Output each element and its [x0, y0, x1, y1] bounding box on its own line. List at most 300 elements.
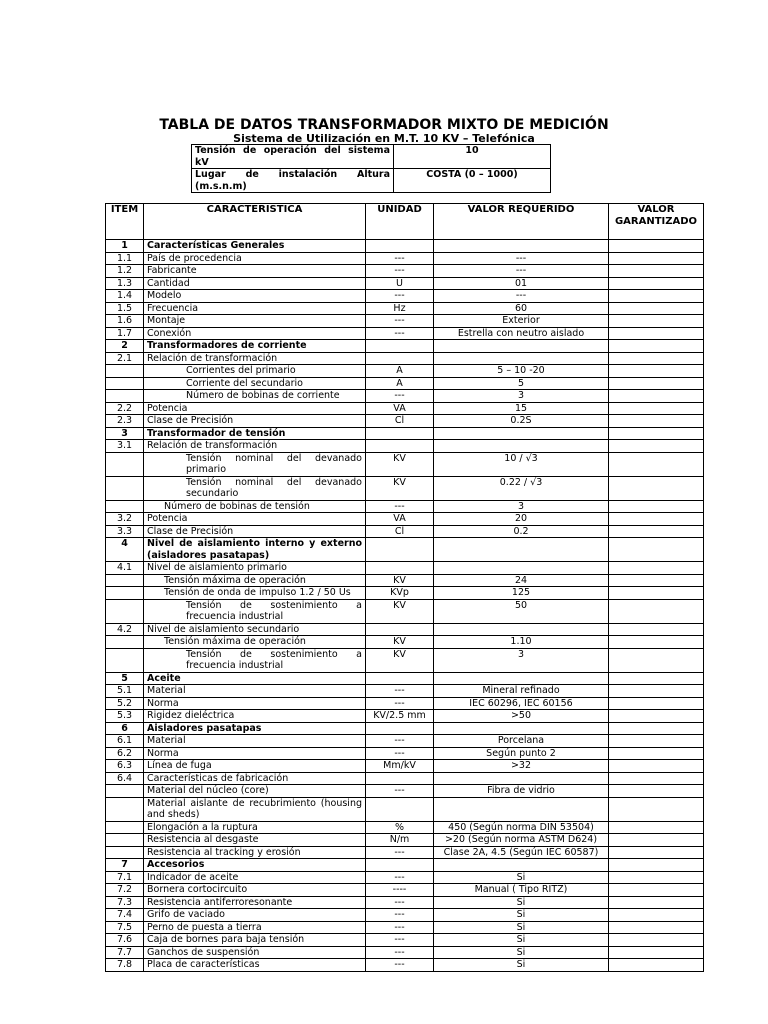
unidad-cell: --- — [366, 685, 434, 698]
page-title: TABLA DE DATOS TRANSFORMADOR MIXTO DE MEDICIÓN — [159, 117, 609, 133]
valor-garantizado-cell — [609, 427, 704, 440]
item-cell: 1.3 — [106, 277, 144, 290]
caracteristica-cell: Resistencia al desgaste — [144, 834, 366, 847]
caracteristica-cell: Relación de transformación — [144, 352, 366, 365]
unidad-cell: --- — [366, 934, 434, 947]
caracteristica-cell: Cantidad — [144, 277, 366, 290]
column-header-item: ITEM — [106, 204, 144, 240]
valor-garantizado-cell — [609, 946, 704, 959]
item-cell — [106, 500, 144, 513]
unidad-cell: ---- — [366, 884, 434, 897]
unidad-cell: Cl — [366, 415, 434, 428]
item-cell — [106, 587, 144, 600]
item-cell: 4.1 — [106, 562, 144, 575]
item-cell: 7.3 — [106, 896, 144, 909]
unidad-cell: --- — [366, 315, 434, 328]
valor-garantizado-cell — [609, 452, 704, 476]
info-row — [192, 169, 551, 193]
caracteristica-cell: Perno de puesta a tierra — [144, 921, 366, 934]
valor-garantizado-cell — [609, 340, 704, 353]
unidad-cell — [366, 352, 434, 365]
valor-requerido-cell: 20 — [434, 513, 609, 526]
unidad-cell — [366, 427, 434, 440]
valor-requerido-cell: 0.2S — [434, 415, 609, 428]
item-cell: 7.1 — [106, 871, 144, 884]
table-row — [106, 710, 704, 723]
unidad-cell: KV/2.5 mm — [366, 710, 434, 723]
item-cell: 5.3 — [106, 710, 144, 723]
valor-garantizado-cell — [609, 959, 704, 972]
item-cell: 1.4 — [106, 290, 144, 303]
item-cell: 1.1 — [106, 252, 144, 265]
unidad-cell: --- — [366, 747, 434, 760]
item-cell — [106, 574, 144, 587]
valor-requerido-cell: Si — [434, 909, 609, 922]
unidad-cell: Cl — [366, 525, 434, 538]
valor-garantizado-cell — [609, 884, 704, 897]
valor-requerido-cell: 0.22 / √3 — [434, 476, 609, 500]
unidad-cell: A — [366, 365, 434, 378]
caracteristica-cell: Modelo — [144, 290, 366, 303]
valor-requerido-cell: Fibra de vidrio — [434, 785, 609, 798]
unidad-cell — [366, 440, 434, 453]
valor-garantizado-cell — [609, 685, 704, 698]
table-row — [106, 574, 704, 587]
caracteristica-cell: Corriente del secundario — [144, 377, 366, 390]
valor-requerido-cell: Si — [434, 934, 609, 947]
item-cell: 7.2 — [106, 884, 144, 897]
caracteristica-cell: Características de fabricación — [144, 772, 366, 785]
unidad-cell: KV — [366, 636, 434, 649]
unidad-cell: A — [366, 377, 434, 390]
unidad-cell: Hz — [366, 302, 434, 315]
table-row — [106, 959, 704, 972]
table-row — [106, 452, 704, 476]
info-value: COSTA (0 – 1000) — [394, 169, 551, 193]
item-cell: 5.1 — [106, 685, 144, 698]
table-row — [106, 587, 704, 600]
item-cell: 7.7 — [106, 946, 144, 959]
item-cell — [106, 846, 144, 859]
item-cell — [106, 599, 144, 623]
item-cell: 2.1 — [106, 352, 144, 365]
caracteristica-cell: Número de bobinas de tensión — [144, 500, 366, 513]
spec-table — [105, 203, 704, 972]
item-cell: 1 — [106, 240, 144, 253]
valor-garantizado-cell — [609, 390, 704, 403]
valor-garantizado-cell — [609, 277, 704, 290]
unidad-cell — [366, 859, 434, 872]
valor-requerido-cell: >20 (Según norma ASTM D624) — [434, 834, 609, 847]
unidad-cell: --- — [366, 390, 434, 403]
valor-garantizado-cell — [609, 252, 704, 265]
column-header-valor-garantizado: VALOR GARANTIZADO — [609, 204, 704, 240]
table-row — [106, 525, 704, 538]
unidad-cell — [366, 722, 434, 735]
caracteristica-cell: Clase de Precisión — [144, 415, 366, 428]
unidad-cell — [366, 240, 434, 253]
caracteristica-cell: Norma — [144, 697, 366, 710]
table-row — [106, 327, 704, 340]
unidad-cell: % — [366, 821, 434, 834]
valor-garantizado-cell — [609, 834, 704, 847]
valor-requerido-cell: --- — [434, 252, 609, 265]
table-row — [106, 636, 704, 649]
valor-requerido-cell — [434, 240, 609, 253]
valor-garantizado-cell — [609, 648, 704, 672]
valor-requerido-cell: 125 — [434, 587, 609, 600]
valor-garantizado-cell — [609, 934, 704, 947]
table-row — [106, 685, 704, 698]
caracteristica-cell: Tensión nominal del devanado primario — [144, 452, 366, 476]
caracteristica-cell: Montaje — [144, 315, 366, 328]
valor-requerido-cell — [434, 562, 609, 575]
unidad-cell: --- — [366, 785, 434, 798]
table-row — [106, 834, 704, 847]
valor-requerido-cell: Clase 2A, 4.5 (Según IEC 60587) — [434, 846, 609, 859]
valor-garantizado-cell — [609, 772, 704, 785]
valor-garantizado-cell — [609, 722, 704, 735]
system-info-table — [191, 144, 551, 193]
valor-requerido-cell: 5 — [434, 377, 609, 390]
valor-garantizado-cell — [609, 599, 704, 623]
column-header-valor-requerido: VALOR REQUERIDO — [434, 204, 609, 240]
table-row — [106, 252, 704, 265]
caracteristica-cell: Material aislante de recubrimiento (housing and sheds) — [144, 797, 366, 821]
unidad-cell: VA — [366, 402, 434, 415]
caracteristica-cell: Indicador de aceite — [144, 871, 366, 884]
caracteristica-cell: Corrientes del primario — [144, 365, 366, 378]
unidad-cell: KV — [366, 476, 434, 500]
valor-garantizado-cell — [609, 672, 704, 685]
unidad-cell — [366, 672, 434, 685]
caracteristica-cell: Material del núcleo (core) — [144, 785, 366, 798]
caracteristica-cell: Norma — [144, 747, 366, 760]
table-row — [106, 562, 704, 575]
spec-table-body — [106, 240, 704, 972]
caracteristica-cell: Rigidez dieléctrica — [144, 710, 366, 723]
valor-garantizado-cell — [609, 476, 704, 500]
unidad-cell: U — [366, 277, 434, 290]
table-row — [106, 377, 704, 390]
valor-garantizado-cell — [609, 240, 704, 253]
valor-requerido-cell: Mineral refinado — [434, 685, 609, 698]
valor-requerido-cell: Si — [434, 921, 609, 934]
item-cell — [106, 636, 144, 649]
caracteristica-cell: Aceite — [144, 672, 366, 685]
item-cell: 1.7 — [106, 327, 144, 340]
table-row — [106, 934, 704, 947]
valor-garantizado-cell — [609, 574, 704, 587]
valor-requerido-cell: 15 — [434, 402, 609, 415]
unidad-cell — [366, 562, 434, 575]
caracteristica-cell: Resistencia antiferroresonante — [144, 896, 366, 909]
caracteristica-cell: Nivel de aislamiento primario — [144, 562, 366, 575]
table-row — [106, 440, 704, 453]
valor-requerido-cell: Si — [434, 946, 609, 959]
unidad-cell: KV — [366, 648, 434, 672]
valor-requerido-cell — [434, 623, 609, 636]
item-cell — [106, 390, 144, 403]
item-cell — [106, 797, 144, 821]
table-row — [106, 390, 704, 403]
unidad-cell: VA — [366, 513, 434, 526]
info-value: 10 — [394, 145, 551, 169]
valor-requerido-cell: 3 — [434, 500, 609, 513]
section-row — [106, 722, 704, 735]
valor-garantizado-cell — [609, 327, 704, 340]
table-row — [106, 648, 704, 672]
caracteristica-cell: Fabricante — [144, 265, 366, 278]
valor-requerido-cell: Si — [434, 896, 609, 909]
unidad-cell: --- — [366, 265, 434, 278]
table-row — [106, 697, 704, 710]
table-row — [106, 871, 704, 884]
table-row — [106, 747, 704, 760]
table-row — [106, 500, 704, 513]
item-cell: 2.3 — [106, 415, 144, 428]
table-row — [106, 735, 704, 748]
valor-garantizado-cell — [609, 821, 704, 834]
valor-garantizado-cell — [609, 377, 704, 390]
valor-requerido-cell: Manual ( Tipo RITZ) — [434, 884, 609, 897]
valor-garantizado-cell — [609, 587, 704, 600]
valor-garantizado-cell — [609, 710, 704, 723]
item-cell — [106, 648, 144, 672]
table-row — [106, 896, 704, 909]
table-row — [106, 265, 704, 278]
valor-garantizado-cell — [609, 352, 704, 365]
item-cell: 6.1 — [106, 735, 144, 748]
valor-requerido-cell: 3 — [434, 390, 609, 403]
item-cell: 6.4 — [106, 772, 144, 785]
column-header-caracteristica: CARACTERISTICA — [144, 204, 366, 240]
caracteristica-cell: Material — [144, 735, 366, 748]
caracteristica-cell: Nivel de aislamiento secundario — [144, 623, 366, 636]
item-cell — [106, 476, 144, 500]
valor-garantizado-cell — [609, 265, 704, 278]
valor-garantizado-cell — [609, 785, 704, 798]
valor-requerido-cell: Según punto 2 — [434, 747, 609, 760]
item-cell: 5 — [106, 672, 144, 685]
section-row — [106, 859, 704, 872]
item-cell: 3.1 — [106, 440, 144, 453]
caracteristica-cell: Tensión máxima de operación — [144, 574, 366, 587]
item-cell: 7 — [106, 859, 144, 872]
valor-garantizado-cell — [609, 290, 704, 303]
item-cell — [106, 377, 144, 390]
item-cell: 7.6 — [106, 934, 144, 947]
section-row — [106, 427, 704, 440]
valor-garantizado-cell — [609, 871, 704, 884]
valor-garantizado-cell — [609, 623, 704, 636]
table-header-row — [106, 204, 704, 240]
item-cell: 6 — [106, 722, 144, 735]
unidad-cell: KV — [366, 574, 434, 587]
info-label: Tensión de operación del sistema kV — [192, 145, 394, 169]
caracteristica-cell: Bornera cortocircuito — [144, 884, 366, 897]
valor-garantizado-cell — [609, 525, 704, 538]
page-subtitle: Sistema de Utilización en M.T. 10 KV – Telefónica — [233, 132, 535, 145]
item-cell — [106, 821, 144, 834]
unidad-cell: --- — [366, 290, 434, 303]
section-row — [106, 538, 704, 562]
valor-requerido-cell: 450 (Según norma DIN 53504) — [434, 821, 609, 834]
unidad-cell — [366, 340, 434, 353]
item-cell: 7.5 — [106, 921, 144, 934]
valor-garantizado-cell — [609, 402, 704, 415]
item-cell: 1.2 — [106, 265, 144, 278]
valor-requerido-cell: Exterior — [434, 315, 609, 328]
valor-requerido-cell: --- — [434, 265, 609, 278]
item-cell: 1.6 — [106, 315, 144, 328]
valor-requerido-cell: Porcelana — [434, 735, 609, 748]
caracteristica-cell: Clase de Precisión — [144, 525, 366, 538]
valor-requerido-cell — [434, 538, 609, 562]
valor-garantizado-cell — [609, 735, 704, 748]
valor-requerido-cell — [434, 859, 609, 872]
valor-requerido-cell: >50 — [434, 710, 609, 723]
valor-garantizado-cell — [609, 747, 704, 760]
unidad-cell: --- — [366, 871, 434, 884]
valor-garantizado-cell — [609, 562, 704, 575]
unidad-cell: --- — [366, 846, 434, 859]
caracteristica-cell: Conexión — [144, 327, 366, 340]
unidad-cell: KVp — [366, 587, 434, 600]
table-row — [106, 476, 704, 500]
table-row — [106, 513, 704, 526]
unidad-cell: --- — [366, 735, 434, 748]
caracteristica-cell: Grifo de vaciado — [144, 909, 366, 922]
item-cell: 7.8 — [106, 959, 144, 972]
table-row — [106, 760, 704, 773]
caracteristica-cell: Elongación a la ruptura — [144, 821, 366, 834]
item-cell — [106, 834, 144, 847]
unidad-cell: --- — [366, 697, 434, 710]
unidad-cell: --- — [366, 909, 434, 922]
item-cell: 4 — [106, 538, 144, 562]
valor-requerido-cell: 24 — [434, 574, 609, 587]
unidad-cell — [366, 623, 434, 636]
table-row — [106, 785, 704, 798]
table-row — [106, 315, 704, 328]
caracteristica-cell: Tensión de onda de impulso 1.2 / 50 Us — [144, 587, 366, 600]
valor-requerido-cell — [434, 352, 609, 365]
unidad-cell: --- — [366, 959, 434, 972]
caracteristica-cell: Nivel de aislamiento interno y externo (aisladores pasatapas) — [144, 538, 366, 562]
caracteristica-cell: Tensión de sostenimiento a frecuencia industrial — [144, 648, 366, 672]
caracteristica-cell: Características Generales — [144, 240, 366, 253]
item-cell: 7.4 — [106, 909, 144, 922]
valor-requerido-cell: 50 — [434, 599, 609, 623]
item-cell: 1.5 — [106, 302, 144, 315]
unidad-cell: --- — [366, 327, 434, 340]
valor-requerido-cell: 60 — [434, 302, 609, 315]
table-row — [106, 402, 704, 415]
unidad-cell — [366, 538, 434, 562]
valor-garantizado-cell — [609, 697, 704, 710]
item-cell: 2.2 — [106, 402, 144, 415]
valor-requerido-cell — [434, 772, 609, 785]
valor-requerido-cell — [434, 340, 609, 353]
valor-requerido-cell: Estrella con neutro aislado — [434, 327, 609, 340]
valor-garantizado-cell — [609, 859, 704, 872]
valor-requerido-cell: 0.2 — [434, 525, 609, 538]
valor-garantizado-cell — [609, 538, 704, 562]
table-row — [106, 277, 704, 290]
valor-requerido-cell — [434, 427, 609, 440]
valor-garantizado-cell — [609, 513, 704, 526]
unidad-cell: Mm/kV — [366, 760, 434, 773]
valor-garantizado-cell — [609, 760, 704, 773]
valor-garantizado-cell — [609, 921, 704, 934]
valor-garantizado-cell — [609, 896, 704, 909]
unidad-cell: --- — [366, 252, 434, 265]
item-cell: 4.2 — [106, 623, 144, 636]
caracteristica-cell: País de procedencia — [144, 252, 366, 265]
item-cell — [106, 785, 144, 798]
caracteristica-cell: Tensión máxima de operación — [144, 636, 366, 649]
table-row — [106, 884, 704, 897]
caracteristica-cell: Transformadores de corriente — [144, 340, 366, 353]
caracteristica-cell: Número de bobinas de corriente — [144, 390, 366, 403]
item-cell: 6.3 — [106, 760, 144, 773]
valor-garantizado-cell — [609, 315, 704, 328]
item-cell: 5.2 — [106, 697, 144, 710]
item-cell: 3 — [106, 427, 144, 440]
item-cell — [106, 365, 144, 378]
valor-requerido-cell: 5 – 10 -20 — [434, 365, 609, 378]
valor-garantizado-cell — [609, 302, 704, 315]
valor-requerido-cell: 3 — [434, 648, 609, 672]
valor-garantizado-cell — [609, 846, 704, 859]
caracteristica-cell: Ganchos de suspensión — [144, 946, 366, 959]
valor-requerido-cell — [434, 797, 609, 821]
unidad-cell: --- — [366, 896, 434, 909]
caracteristica-cell: Frecuencia — [144, 302, 366, 315]
item-cell: 3.3 — [106, 525, 144, 538]
valor-requerido-cell: Si — [434, 871, 609, 884]
item-cell — [106, 452, 144, 476]
unidad-cell: KV — [366, 599, 434, 623]
caracteristica-cell: Resistencia al tracking y erosión — [144, 846, 366, 859]
table-row — [106, 797, 704, 821]
table-row — [106, 921, 704, 934]
valor-requerido-cell — [434, 672, 609, 685]
table-row — [106, 846, 704, 859]
caracteristica-cell: Relación de transformación — [144, 440, 366, 453]
table-row — [106, 909, 704, 922]
unidad-cell: KV — [366, 452, 434, 476]
info-row — [192, 145, 551, 169]
table-row — [106, 415, 704, 428]
valor-requerido-cell: Si — [434, 959, 609, 972]
valor-requerido-cell: --- — [434, 290, 609, 303]
table-row — [106, 623, 704, 636]
valor-requerido-cell: 10 / √3 — [434, 452, 609, 476]
table-row — [106, 821, 704, 834]
table-row — [106, 365, 704, 378]
unidad-cell — [366, 772, 434, 785]
unidad-cell: --- — [366, 946, 434, 959]
caracteristica-cell: Placa de características — [144, 959, 366, 972]
valor-garantizado-cell — [609, 415, 704, 428]
table-row — [106, 302, 704, 315]
caracteristica-cell: Tensión de sostenimiento a frecuencia industrial — [144, 599, 366, 623]
item-cell: 3.2 — [106, 513, 144, 526]
unidad-cell: --- — [366, 500, 434, 513]
column-header-unidad: UNIDAD — [366, 204, 434, 240]
